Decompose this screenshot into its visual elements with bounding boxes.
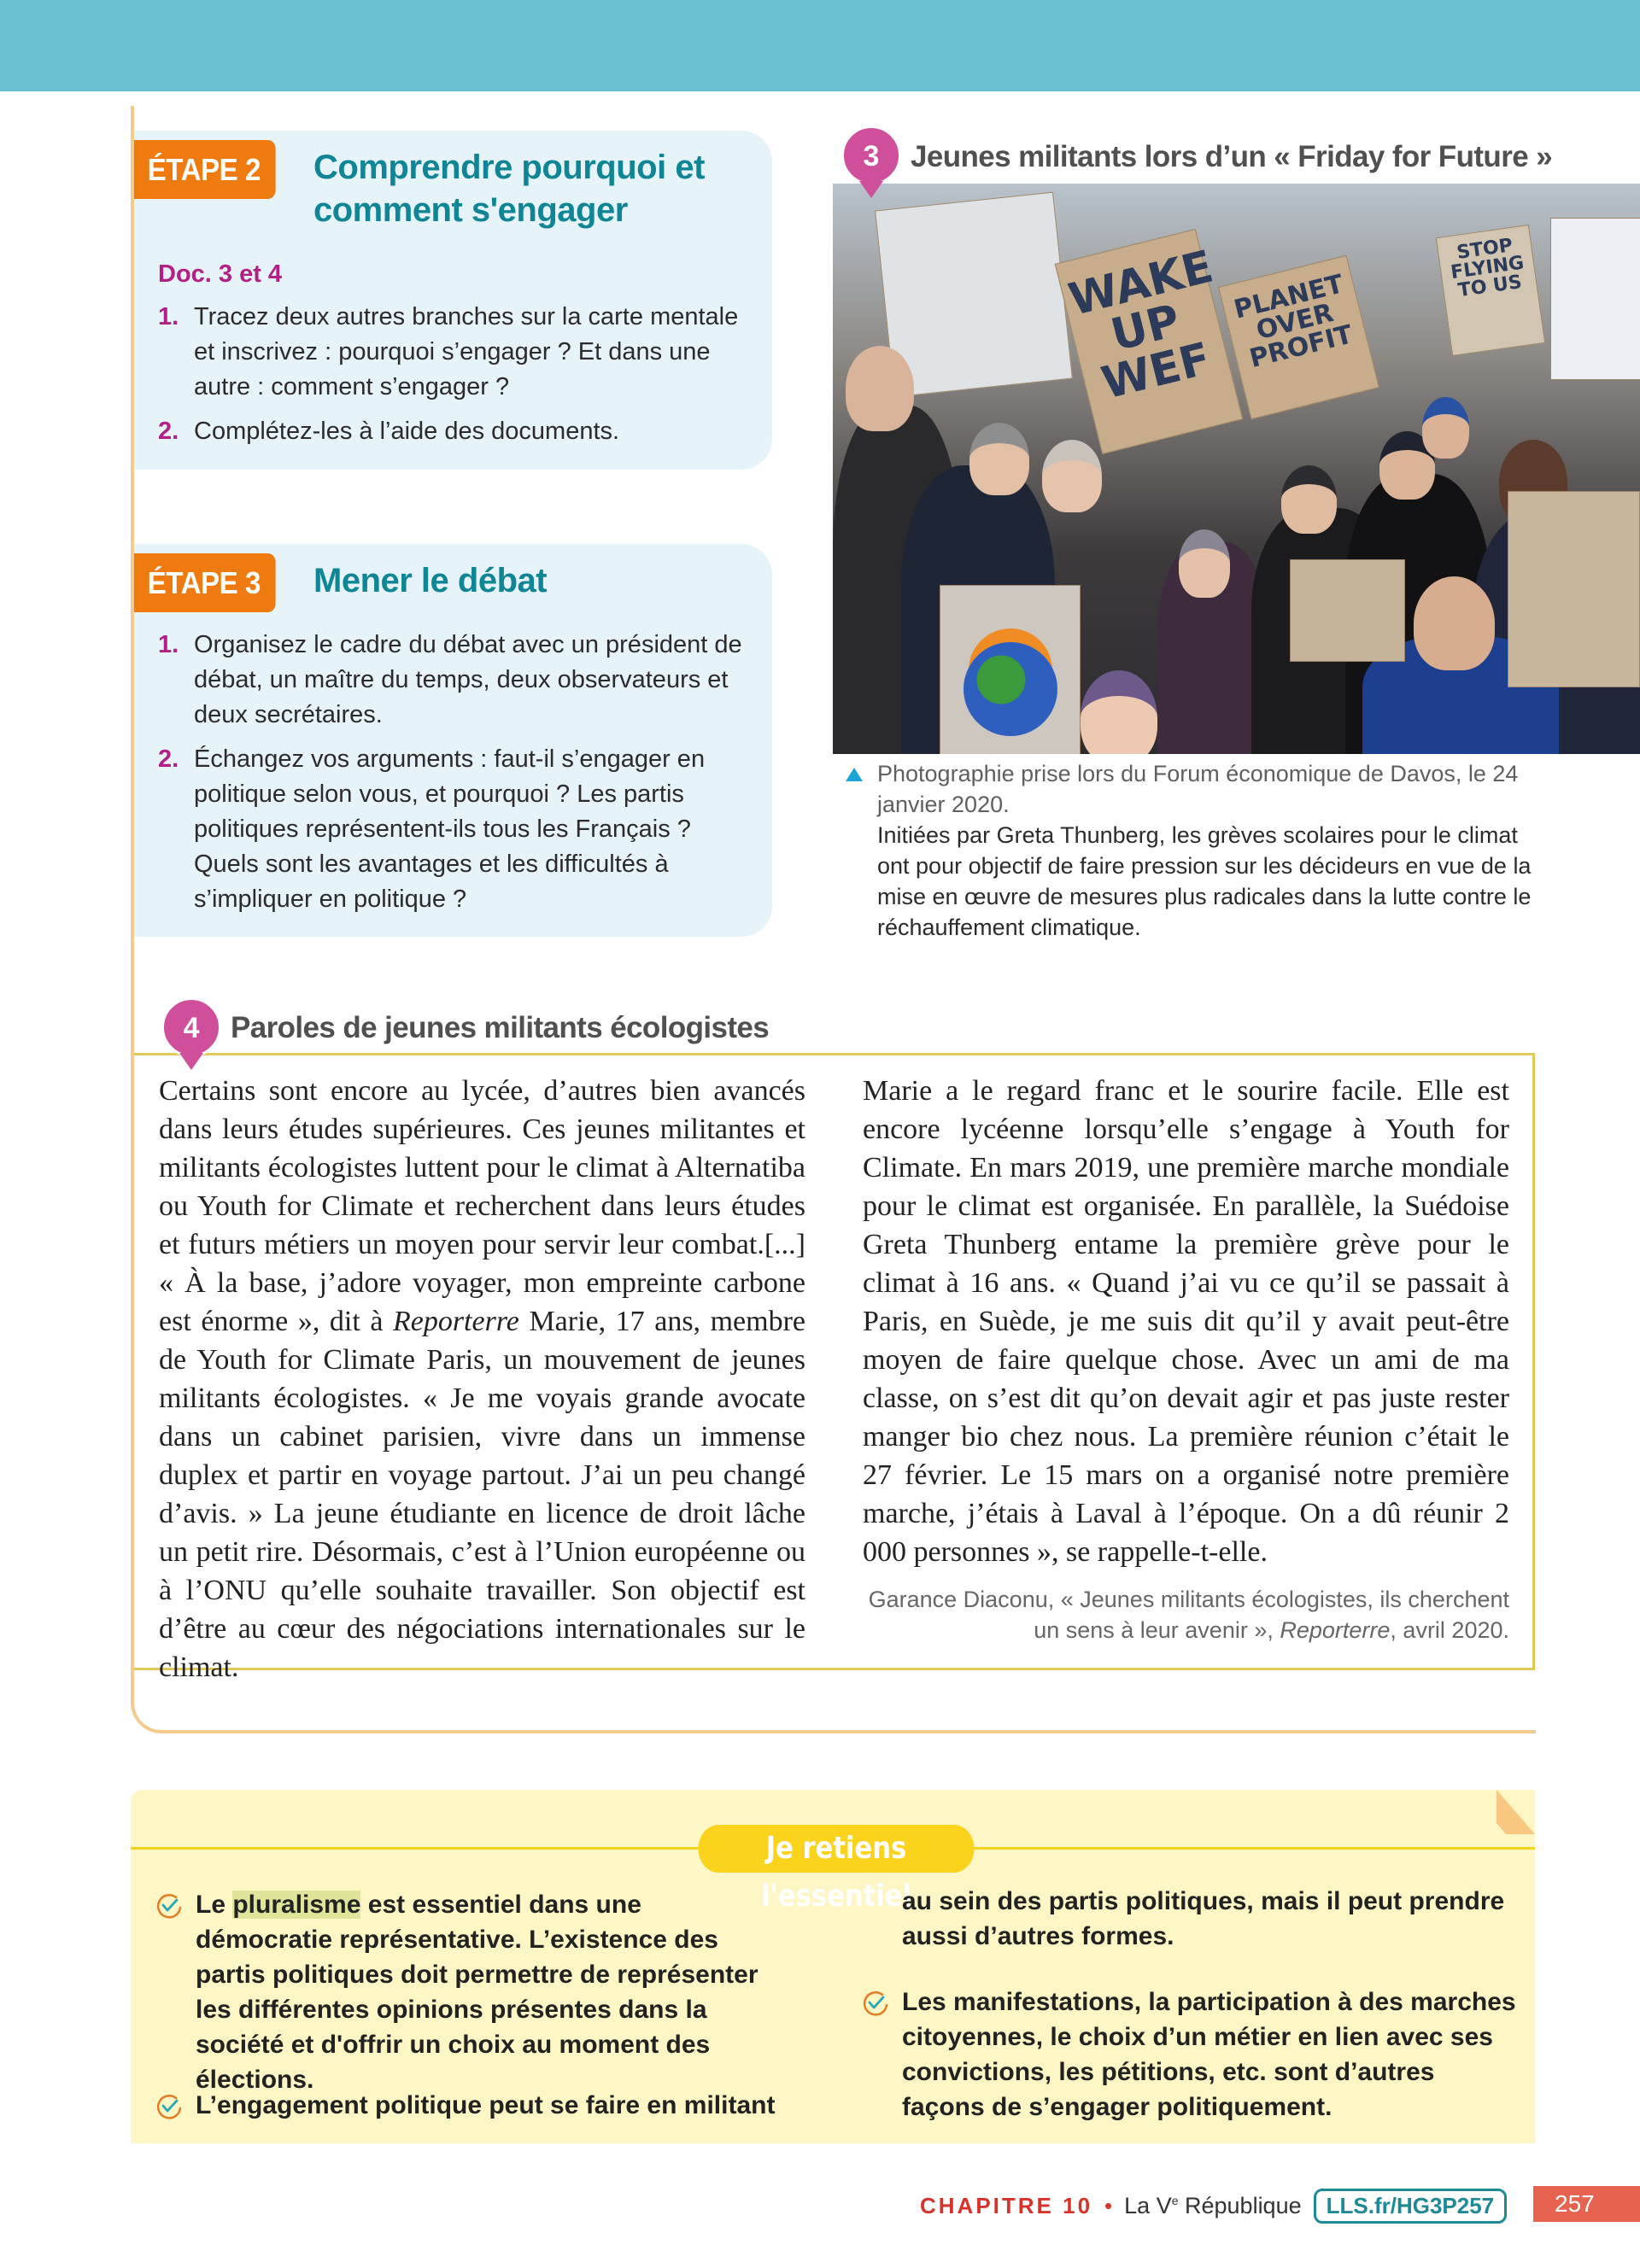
doc-3-badge-icon: 3 bbox=[841, 126, 901, 185]
source-text: Garance Diaconu, « Jeunes militants écologistes, ils cherchent un sens à leur avenir », bbox=[868, 1587, 1509, 1643]
item-text: Organisez le cadre du débat avec un président de débat, un maître du temps, deux observateurs et deux secrétaires. bbox=[194, 631, 742, 728]
page-footer bbox=[920, 2189, 1507, 2222]
etape-3-tag: ÉTAPE 3 bbox=[134, 553, 276, 612]
retiens-text: Les manifestations, la participation à des marches citoyennes, le choix d’un métier en lien avec ses convictions, les pétitions, etc. sont d’autres façons de s’engager politiquement. bbox=[902, 1988, 1516, 2121]
retiens-item-1 bbox=[196, 1887, 776, 2097]
photo-figure bbox=[1281, 465, 1337, 534]
photo-figure bbox=[1179, 529, 1230, 598]
item-text: Tracez deux autres branches sur la carte mentale et inscrivez : pourquoi s’engager ? Et dans une autre : comment s’engager ? bbox=[194, 303, 739, 400]
retiens-text: L’engagement politique peut se faire en militant bbox=[196, 2091, 776, 2119]
retiens-item-2 bbox=[196, 2088, 794, 2123]
top-banner bbox=[0, 0, 1640, 91]
chapter-title-text: République bbox=[1178, 2192, 1302, 2218]
etape-2-doc-ref: Doc. 3 et 4 bbox=[158, 260, 283, 288]
photo-figure bbox=[846, 346, 914, 431]
photo-figure bbox=[969, 423, 1029, 495]
retiens-text: est essentiel dans une démocratie représentative. L’existence des partis politiques doit permettre de représenter les différentes opinions présentes dans la société et d'offrir un choix au moment des élections. bbox=[196, 1891, 758, 2094]
retiens-text: au sein des partis politiques, mais il peut prendre aussi d’autres formes. bbox=[902, 1887, 1505, 1950]
check-circle-icon bbox=[155, 2093, 183, 2120]
retiens-item-3 bbox=[902, 1984, 1517, 2125]
footer-separator: • bbox=[1104, 2192, 1113, 2218]
doc-4-text: Marie a le regard franc et le sourire facile. Elle est encore lycéenne lorsqu’elle s’engage à Youth for Climate. En mars 2019, une première marche mondiale pour le climat est organisée. En parallèle, la Suédoise Greta Thunberg entame la première grève pour le climat à 16 ans. « Quand j’ai vu ce qu’il se passait à Paris, en Suède, je me suis dit qu’il y avait peut-être moyen de faire quelque chose. Avec un ami de ma classe, on s’est dit qu’on devait agir et pas juste rester manger bio chez nous. La première réunion c’était le 27 février. Le 15 mars on a organisé notre première marche, j’étais à Laval à l’époque. On a dû réunir 2 000 personnes », se rappelle-t-elle. bbox=[863, 1075, 1509, 1568]
page-fold-icon bbox=[1496, 1790, 1535, 1834]
photo-sign: PLANET OVER PROFIT bbox=[1218, 255, 1379, 420]
retiens-essentiel-box bbox=[131, 1790, 1535, 2143]
caption-body: Initiées par Greta Thunberg, les grèves scolaires pour le climat ont pour objectif de faire pression sur les décideurs en vue de la mise en œuvre de mesures plus radicales dans la lutte contre le réchauffement climatique. bbox=[877, 822, 1532, 940]
photo-figure bbox=[1081, 670, 1157, 754]
retiens-item-2-continued bbox=[902, 1884, 1517, 1954]
etape-2-title: Comprendre pourquoi et comment s'engager bbox=[313, 149, 705, 229]
etape-3-title: Mener le débat bbox=[313, 562, 548, 599]
photo-figure bbox=[1422, 397, 1469, 459]
doc-4-left-column bbox=[159, 1072, 805, 1686]
retiens-label: Je retiens l'essentiel bbox=[699, 1825, 975, 1873]
doc-4-right-column bbox=[863, 1072, 1509, 1571]
chapter-title-text: La V bbox=[1124, 2192, 1172, 2218]
photo-sign bbox=[1508, 491, 1640, 687]
check-circle-icon bbox=[155, 1892, 183, 1920]
list-item bbox=[158, 300, 747, 405]
photo-figure bbox=[1042, 440, 1102, 512]
item-number: 2. bbox=[158, 745, 179, 773]
photo-sign: WAKE UP WEF bbox=[1055, 229, 1244, 454]
photo-sign: STOP FLYING TO US bbox=[1436, 225, 1545, 356]
source-publication: Reporterre bbox=[1280, 1617, 1391, 1643]
list-item bbox=[158, 742, 747, 917]
item-number: 1. bbox=[158, 303, 179, 330]
chapter-label: CHAPITRE 10 bbox=[920, 2192, 1093, 2218]
chapter-title bbox=[1124, 2193, 1301, 2219]
source-date: , avril 2020. bbox=[1390, 1617, 1509, 1643]
photo-sign bbox=[940, 585, 1081, 754]
retiens-text: Le bbox=[196, 1891, 233, 1919]
protest-photo bbox=[833, 184, 1640, 754]
item-number: 1. bbox=[158, 631, 179, 658]
doc-4-text: Marie, 17 ans, membre de Youth for Climate Paris, un mouvement de jeunes militants écologistes. « Je me voyais grande avocate dans un cabinet parisien, vivre dans un immense duplex et partir en voyage partout. J’ai un peu changé d’avis. » La jeune étudiante en licence de droit lâche un petit rire. Désormais, c’est à l’Union européenne ou à l’ONU qu’elle souhaite travailler. Son objectif est d’être au cœur des négociations internationales sur le climat. bbox=[159, 1306, 805, 1683]
page-number: 257 bbox=[1533, 2186, 1640, 2222]
photo-figure bbox=[1414, 576, 1495, 670]
caption-meta: Photographie prise lors du Forum économique de Davos, le 24 janvier 2020. bbox=[877, 761, 1519, 817]
item-text: Complétez-les à l’aide des documents. bbox=[194, 418, 620, 445]
resource-link[interactable]: LLS.fr/HG3P257 bbox=[1314, 2189, 1508, 2224]
list-item bbox=[158, 628, 747, 733]
etape-3-list bbox=[158, 628, 747, 926]
photo-sign bbox=[1550, 218, 1640, 380]
etape-2-list bbox=[158, 300, 747, 459]
item-number: 2. bbox=[158, 418, 179, 445]
check-circle-icon bbox=[862, 1990, 889, 2017]
caption-triangle-icon bbox=[846, 768, 863, 781]
doc-4-badge-icon: 4 bbox=[161, 997, 221, 1057]
item-text: Échangez vos arguments : faut-il s’engager en politique selon vous, et pourquoi ? Les partis politiques représentent-ils tous les Français ? Quels sont les avantages et les difficultés à s’impliquer en politique ? bbox=[194, 745, 706, 913]
photo-caption bbox=[854, 758, 1555, 943]
publication-name: Reporterre bbox=[392, 1306, 519, 1337]
doc-4-text: Certains sont encore au lycée, d’autres bien avancés dans leurs études supérieures. Ces jeunes militantes et militants écologistes luttent pour le climat à Alternatiba ou Youth for Climate et recherchent dans leurs études et futurs métiers un moyen pour servir leur combat.[...] « À la base, j’adore voyager, mon empreinte carbone est énorme », dit à bbox=[159, 1075, 805, 1337]
keyword-pluralisme: pluralisme bbox=[232, 1891, 361, 1919]
etape-2-tag: ÉTAPE 2 bbox=[134, 140, 276, 199]
etape-2-box bbox=[134, 131, 772, 470]
doc-4-title: Paroles de jeunes militants écologistes bbox=[231, 1011, 770, 1044]
doc-4-source bbox=[863, 1584, 1509, 1645]
list-item bbox=[158, 414, 747, 449]
etape-3-box bbox=[134, 544, 772, 937]
globe-drawing-icon bbox=[964, 642, 1057, 736]
doc-3-title: Jeunes militants lors d’un « Friday for Future » bbox=[911, 140, 1553, 173]
photo-sign bbox=[1290, 559, 1405, 662]
chapter-title-sup: e bbox=[1171, 2193, 1179, 2207]
